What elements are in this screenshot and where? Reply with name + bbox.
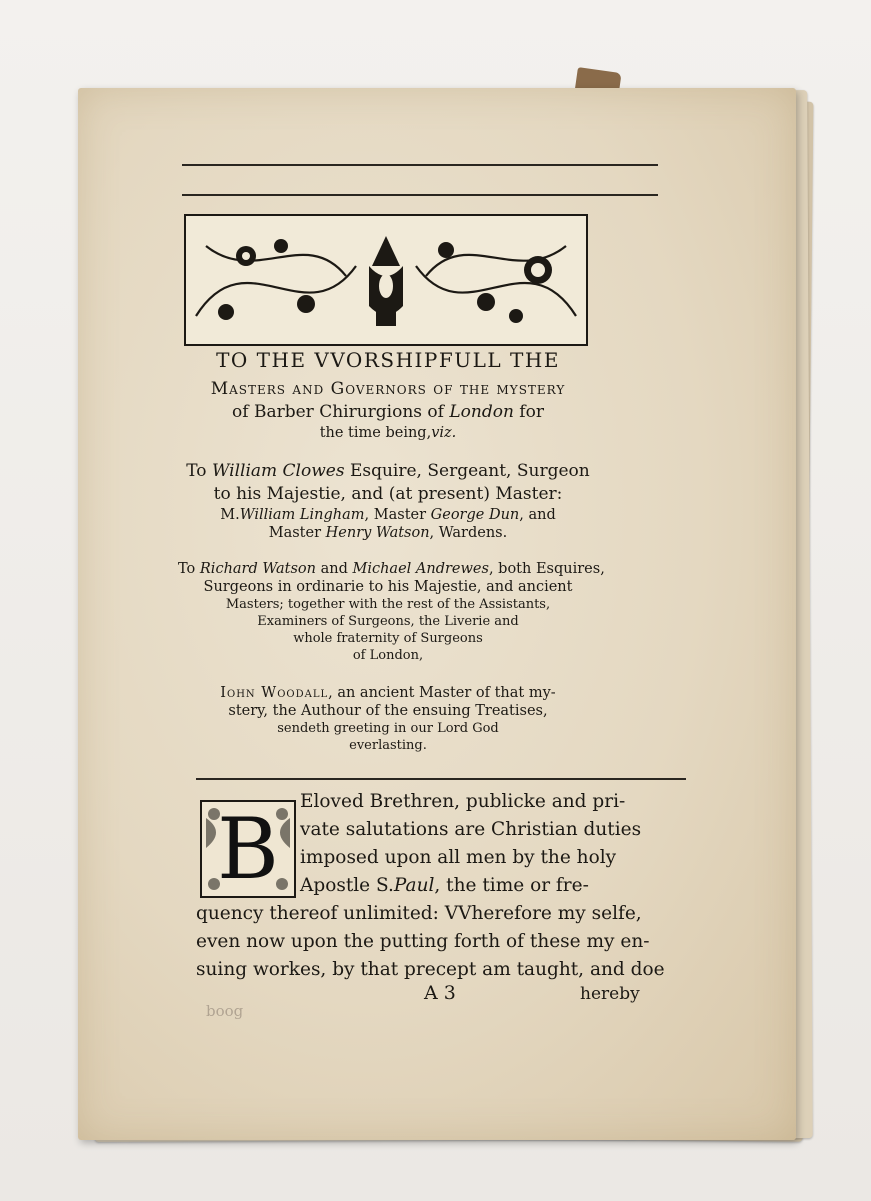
body-line: imposed upon all men by the holy bbox=[300, 847, 617, 868]
addressee-text: , Wardens. bbox=[429, 525, 508, 541]
addressee-line bbox=[178, 647, 598, 664]
body-line: quency thereof unlimited: VVherefore my selfe, bbox=[196, 903, 642, 924]
author-line bbox=[178, 720, 598, 737]
catchword: hereby bbox=[580, 984, 640, 1004]
floral-headpiece-icon bbox=[186, 216, 586, 344]
heading-block bbox=[178, 378, 598, 442]
person-name: George Dun bbox=[430, 507, 520, 523]
author-text: sendeth greeting in our Lord God bbox=[277, 721, 499, 736]
addressee-text: and bbox=[316, 561, 353, 577]
heading-line bbox=[178, 401, 598, 424]
heading-line-text: for bbox=[513, 402, 544, 422]
heading-abbr: viz. bbox=[431, 425, 457, 441]
person-name: Paul bbox=[393, 875, 435, 896]
heading-line-text: of Barber Chirurgions of bbox=[232, 402, 450, 422]
addressee-text: M. bbox=[220, 507, 240, 523]
addressee-text: whole fraternity of Surgeons bbox=[293, 631, 483, 646]
person-name: William Clowes bbox=[211, 461, 345, 481]
addressee-text: , both Esquires, bbox=[488, 561, 605, 577]
addressee-text: of London, bbox=[352, 648, 424, 663]
addressee-text: , Master bbox=[364, 507, 431, 523]
bleed-through-text: boog bbox=[206, 1002, 244, 1020]
addressee-text: To bbox=[186, 461, 212, 481]
place-name: London bbox=[449, 402, 514, 422]
body-text: Apostle S. bbox=[300, 875, 394, 896]
addressee-text: to his Majestie, and (at present) Master: bbox=[213, 484, 563, 504]
book-page bbox=[78, 88, 796, 1140]
addressee-line bbox=[178, 630, 598, 647]
person-name: William Lingham bbox=[239, 507, 365, 523]
author-line bbox=[178, 737, 598, 754]
drop-cap-letter: B bbox=[217, 800, 279, 898]
author-line bbox=[178, 684, 598, 702]
person-name: Michael Andrewes bbox=[352, 561, 489, 577]
addressee-text: To bbox=[178, 561, 200, 577]
body-line: vate salutations are Christian duties bbox=[300, 819, 642, 840]
author-text: , an ancient Master of that my- bbox=[328, 685, 556, 701]
body-line: Eloved Brethren, publicke and pri- bbox=[300, 791, 626, 812]
section-rule bbox=[196, 778, 686, 780]
addressee-block-1 bbox=[178, 460, 598, 542]
top-rule bbox=[182, 164, 658, 166]
body-line: even now upon the putting forth of these my en- bbox=[196, 931, 650, 952]
author-text: everlasting. bbox=[349, 738, 427, 753]
addressee-text: Examiners of Surgeons, the Liverie and bbox=[257, 614, 519, 629]
addressee-text: Masters; together with the rest of the Assistants, bbox=[225, 597, 551, 612]
heading-line-text: Masters and Governors of the mystery bbox=[210, 379, 566, 399]
addressee-block-2 bbox=[178, 560, 605, 664]
addressee-text: Esquire, Sergeant, Surgeon bbox=[344, 461, 590, 481]
title-text: TO THE VVORSHIPFULL THE bbox=[216, 348, 560, 372]
author-block bbox=[178, 684, 598, 754]
addressee-line bbox=[178, 596, 598, 613]
body-text: , the time or fre- bbox=[434, 875, 589, 896]
addressee-text: , and bbox=[519, 507, 556, 523]
addressee-line bbox=[178, 560, 605, 578]
dedication-title bbox=[178, 348, 598, 372]
addressee-line bbox=[178, 524, 598, 542]
top-rule bbox=[182, 194, 658, 196]
heading-line bbox=[178, 424, 598, 442]
addressee-line bbox=[178, 460, 598, 483]
addressee-line bbox=[178, 506, 598, 524]
heading-line-text: the time being, bbox=[319, 425, 432, 441]
signature-mark: A 3 bbox=[424, 982, 456, 1004]
author-line bbox=[178, 702, 598, 720]
floral-headpiece-ornament bbox=[184, 214, 588, 346]
addressee-line bbox=[178, 578, 598, 596]
addressee-text: Surgeons in ordinarie to his Majestie, and ancient bbox=[203, 579, 573, 595]
decorated-initial bbox=[200, 800, 296, 898]
person-name: Richard Watson bbox=[199, 561, 316, 577]
person-name: Henry Watson bbox=[325, 525, 430, 541]
author-text: stery, the Authour of the ensuing Treatises, bbox=[228, 703, 548, 719]
body-line bbox=[300, 872, 589, 900]
heading-line bbox=[178, 378, 598, 401]
author-name: Iohn Woodall bbox=[220, 685, 329, 701]
addressee-line bbox=[178, 483, 598, 506]
addressee-text: Master bbox=[268, 525, 326, 541]
addressee-line bbox=[178, 613, 598, 630]
body-line: suing workes, by that precept am taught, and doe bbox=[196, 959, 665, 980]
